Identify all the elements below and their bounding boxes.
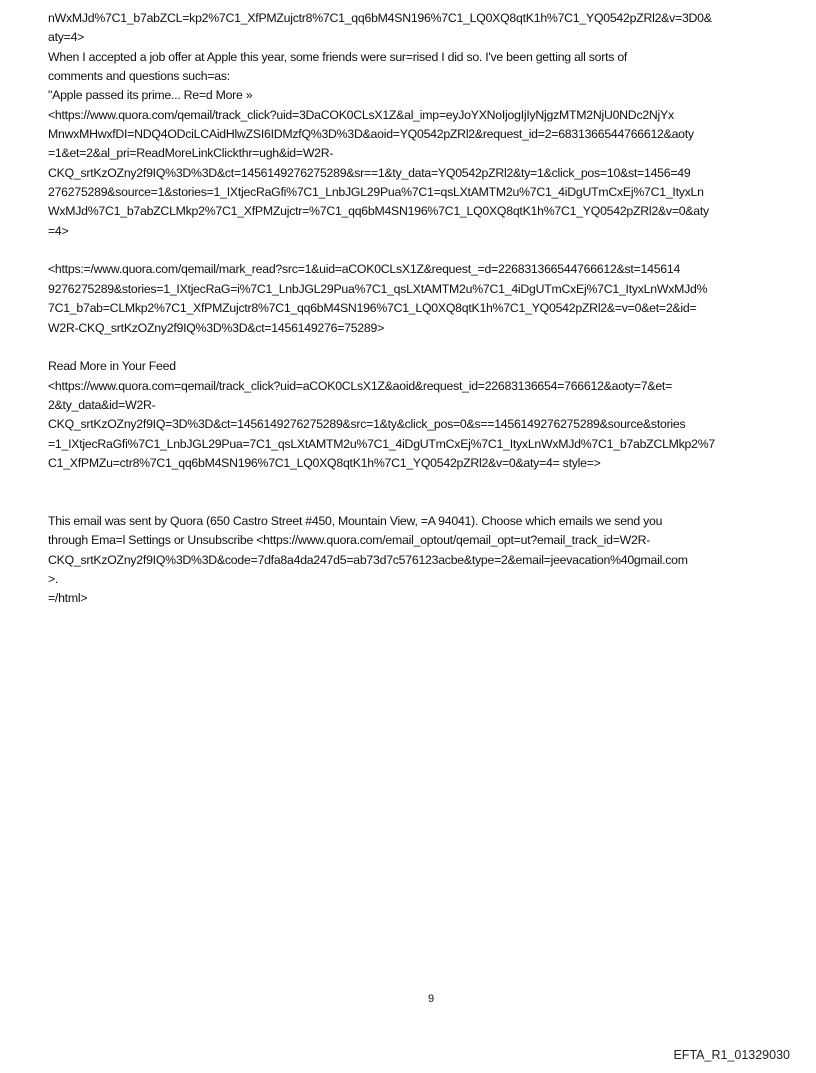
text-line: WxMJd%7C1_b7abZCLMkp2%7C1_XfPMZujctr=%7C1_qq6bM4SN196%7C1_LQ0XQ8qtK1h%7C1_YQ0542pZRl2&v=0&aty [48, 204, 709, 219]
text-line: C1_XfPMZu=ctr8%7C1_qq6bM4SN196%7C1_LQ0XQ8qtK1h%7C1_YQ0542pZRl2&v=0&aty=4= style=> [48, 455, 601, 470]
text-line: Read More in Your Feed [48, 359, 176, 374]
text-line: 276275289&source=1&stories=1_IXtjecRaGfi%7C1_LnbJGL29Pua%7C1=qsLXtAMTM2u%7C1_4iDgUTmCxEj%7C1_ItyxLn [48, 185, 704, 200]
blank-line [48, 338, 788, 357]
text-line: =/html> [48, 591, 88, 606]
text-line: <https://www.quora.com/qemail/track_click?uid=3DaCOK0CLsX1Z&al_imp=eyJoYXNoIjogIjIyNjgzMTM2NjU0NDc2NjYx [48, 107, 674, 122]
text-line: CKQ_srtKzOZny2f9IQ=3D%3D&ct=1456149276275289&src=1&ty&click_pos=0&s==1456149276275289&source&stories [48, 417, 686, 432]
text-line: aty=4> [48, 30, 85, 45]
text-line: This email was sent by Quora (650 Castro Street #450, Mountain View, =A 94041). Choose which emails we send you [48, 513, 663, 528]
text-line: >. [48, 571, 59, 586]
text-line: 2&ty_data&id=W2R- [48, 397, 156, 412]
text-line: CKQ_srtKzOZny2f9IQ%3D%3D&ct=1456149276275289&sr==1&ty_data=YQ0542pZRl2&ty=1&click_pos=10&st=1456=49 [48, 165, 691, 180]
blank-line [48, 241, 788, 260]
text-line: CKQ_srtKzOZny2f9IQ%3D%3D&code=7dfa8a4da247d5=ab73d7c576123acbe&type=2&email=jeevacation%40gmail.com [48, 552, 688, 567]
text-line: W2R-CKQ_srtKzOZny2f9IQ%3D%3D&ct=1456149276=75289> [48, 320, 385, 335]
text-line: nWxMJd%7C1_b7abZCL=kp2%7C1_XfPMZujctr8%7C1_qq6bM4SN196%7C1_LQ0XQ8qtK1h%7C1_YQ0542pZRl2&v=3D0& [48, 11, 712, 25]
email-body-text [48, 9, 788, 609]
text-line: MnwxMHwxfDI=NDQ4ODciLCAidHlwZSI6IDMzfQ%3D%3D&aoid=YQ0542pZRl2&request_id=2=6831366544766612&aoty [48, 127, 694, 142]
text-line: =4> [48, 223, 69, 238]
text-line: <https:=/www.quora.com/qemail/mark_read?src=1&uid=aCOK0CLsX1Z&request_=d=226831366544766612&st=145614 [48, 262, 681, 277]
text-line: =1_IXtjecRaGfi%7C1_LnbJGL29Pua=7C1_qsLXtAMTM2u%7C1_4iDgUTmCxEj%7C1_ItyxLnWxMJd%7C1_b7abZCLMkp2%7 [48, 436, 716, 451]
text-line: 7C1_b7ab=CLMkp2%7C1_XfPMZujctr8%7C1_qq6bM4SN196%7C1_LQ0XQ8qtK1h%7C1_YQ0542pZRl2&=v=0&et=2&id= [48, 301, 697, 316]
blank-line [48, 473, 788, 492]
text-line: 9276275289&stories=1_IXtjecRaG=i%7C1_LnbJGL29Pua%7C1_qsLXtAMTM2u%7C1_4iDgUTmCxEj%7C1_ItyxLnWxMJd% [48, 281, 708, 296]
text-line: <https://www.quora.com=qemail/track_click?uid=aCOK0CLsX1Z&aoid&request_id=22683136654=766612&aoty=7&et= [48, 378, 673, 393]
text-line: through Ema=l Settings or Unsubscribe <https://www.quora.com/email_optout/qemail_opt=ut?email_track_id=W2R- [48, 533, 651, 548]
text-line: "Apple passed its prime... Re=d More » [48, 88, 253, 103]
text-line: comments and questions such=as: [48, 69, 230, 84]
text-line: When I accepted a job offer at Apple this year, some friends were sur=rised I did so. I've been getting all sorts of [48, 49, 628, 64]
blank-line [48, 493, 788, 512]
document-id-footer: EFTA_R1_01329030 [673, 1048, 790, 1062]
text-line: =1&et=2&al_pri=ReadMoreLinkClickthr=ugh&id=W2R- [48, 146, 334, 161]
page-number: 9 [428, 993, 435, 1005]
